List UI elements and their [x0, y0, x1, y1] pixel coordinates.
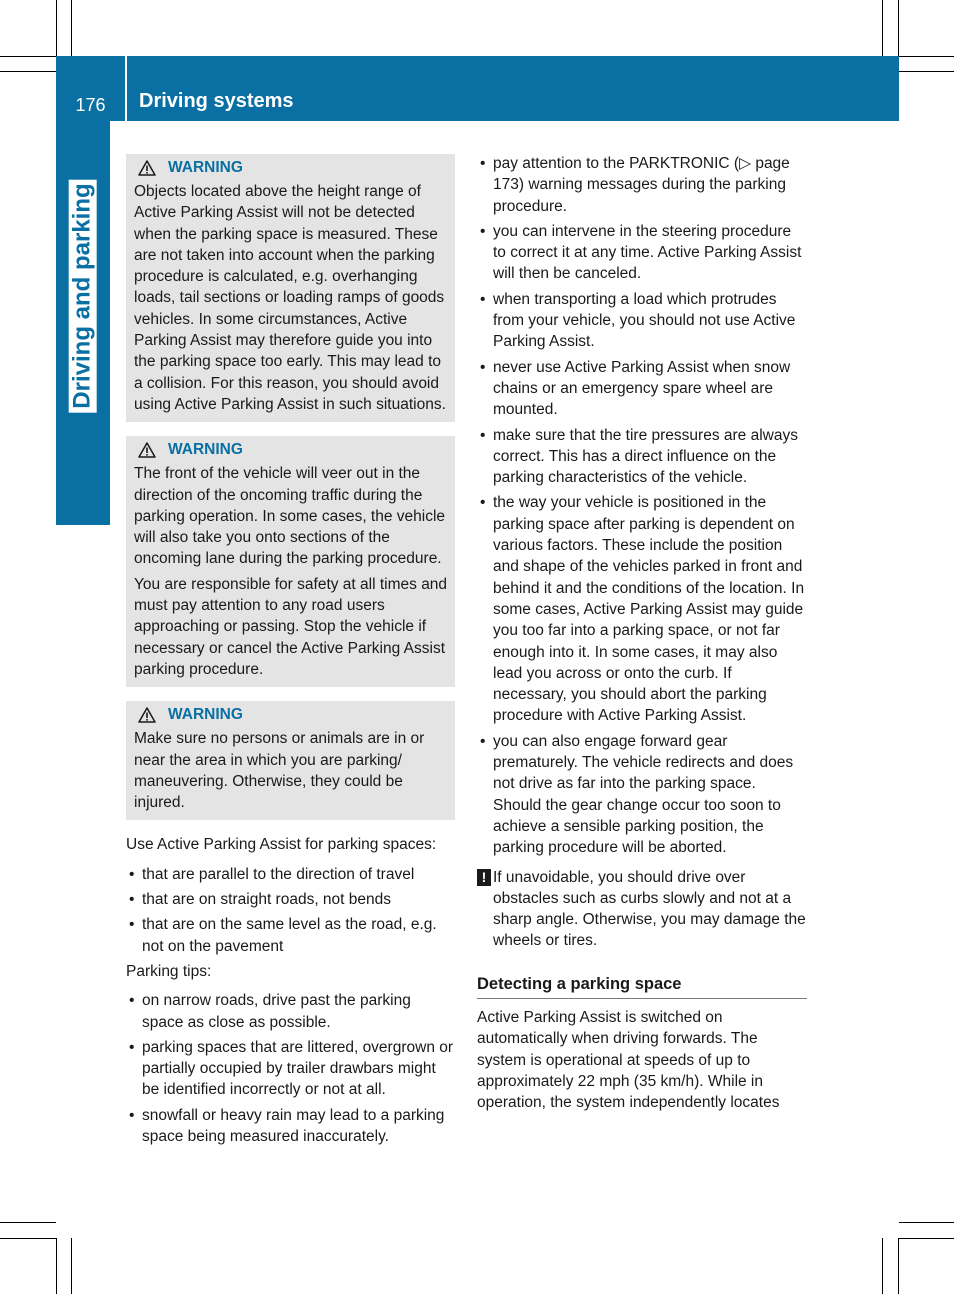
warning-text: Make sure no persons or animals are in or near the area in which you are parking/ maneuvering. Otherwise, they could be injured.: [134, 730, 425, 812]
crop-mark: [71, 1238, 72, 1294]
crop-mark: [898, 1238, 899, 1294]
warning-triangle-icon: [138, 442, 156, 458]
warning-header: [134, 440, 448, 460]
warning-text: Objects located above the height range of Active Parking Assist will not be detected when the parking space is measured. These are not taken into account when the parking procedure is calculated, e.g. overhanging loads, tail sections or loading ramps of goods vehicles. In some circumstances, Active Parking Assist may therefore guide you into the parking space too early. This may lead to a collision. For this reason, you should avoid using Active Parking Assist in such situations.: [134, 183, 446, 413]
warning-triangle-icon: [138, 160, 156, 176]
list-item: • that are parallel to the direction of travel: [126, 864, 455, 885]
exclamation-icon: !: [477, 869, 491, 886]
list-item: • that are on the same level as the road, e.g. not on the pavement: [126, 914, 455, 957]
list-item: • never use Active Parking Assist when snow chains or an emergency spare wheel are mounted.: [477, 357, 807, 421]
warning-text: You are responsible for safety at all times and must pay attention to any road users approaching or passing. Stop the vehicle if necessary or cancel the Active Parking Assist parking procedure.: [134, 575, 448, 678]
note-text: If unavoidable, you should drive over obstacles such as curbs slowly and not at a sharp angle. Otherwise, you may damage the wheels or tires.: [493, 868, 806, 950]
list-item: • you can intervene in the steering procedure to correct it at any time. Active Parking Assist will then be canceled.: [477, 221, 807, 285]
left-column: [126, 154, 455, 1151]
note-block: [477, 867, 807, 952]
crop-mark: [71, 0, 72, 56]
crop-mark: [0, 1238, 56, 1239]
crop-mark: [56, 0, 57, 56]
header-divider: [125, 56, 127, 121]
crop-mark: [899, 1238, 954, 1239]
page-number: 176: [75, 95, 106, 115]
crop-mark: [882, 0, 883, 56]
list-item: • parking spaces that are littered, overgrown or partially occupied by trailer drawbars might be identified incorrectly or not at all.: [126, 1037, 455, 1101]
side-tab-label: Driving and parking: [69, 179, 97, 412]
crop-mark: [0, 71, 56, 72]
warning-box: [126, 154, 455, 422]
warning-label: WARNING: [168, 706, 243, 724]
warning-box: [126, 701, 455, 820]
right-column: [477, 153, 807, 1121]
warning-text: The front of the vehicle will veer out in the direction of the oncoming traffic during the parking operation. In some cases, the vehicle will also take you onto sections of the oncoming lane during the parking procedure.: [134, 465, 446, 568]
list-item: • on narrow roads, drive past the parking space as close as possible.: [126, 990, 455, 1033]
warning-triangle-icon: [138, 707, 156, 723]
list-item: • the way your vehicle is positioned in the parking space after parking is dependent on various factors. These include the position and shape of the vehicles parked in front and behind it and the conditions of the location. In some cases, Active Parking Assist may guide you too far into a parking space, or not far enough into it. In some cases, it may also lead you across or onto the curb. If necessary, you should abort the parking procedure with Active Parking Assist.: [477, 492, 807, 726]
crop-mark: [899, 71, 954, 72]
section-title: Driving systems: [139, 90, 294, 112]
list-item: • when transporting a load which protrudes from your vehicle, you should not use Active Parking Assist.: [477, 289, 807, 353]
body-text: Active Parking Assist is switched on automatically when driving forwards. The system is operational at speeds of up to approximately 22 mph (35 km/h). While in operation, the system independently locates: [477, 1008, 780, 1112]
list-item: • pay attention to the PARKTRONIC (▷ page 173) warning messages during the parking procedure.: [477, 153, 807, 217]
warning-header: [134, 158, 448, 178]
crop-mark: [56, 1238, 57, 1294]
use-intro: Use Active Parking Assist for parking spaces:: [126, 836, 437, 854]
warning-box: [126, 436, 455, 687]
caution-list: [477, 153, 807, 859]
crop-mark: [0, 56, 56, 57]
use-list: [126, 864, 455, 957]
warning-label: WARNING: [168, 441, 243, 459]
tips-list: [126, 990, 455, 1147]
crop-mark: [0, 1222, 56, 1223]
list-item: • snowfall or heavy rain may lead to a parking space being measured inaccurately.: [126, 1105, 455, 1148]
subheading: Detecting a parking space: [477, 974, 807, 999]
crop-mark: [899, 56, 954, 57]
warning-label: WARNING: [168, 159, 243, 176]
list-item: • you can also engage forward gear prematurely. The vehicle redirects and does not drive as far into the parking space. Should the gear change occur too soon to achieve a sensible parking position, the parking procedure will be aborted.: [477, 731, 807, 859]
side-tab-label-wrap: [56, 121, 110, 471]
crop-mark: [882, 1238, 883, 1294]
crop-mark: [899, 1222, 954, 1223]
list-item: • that are on straight roads, not bends: [126, 889, 455, 910]
crop-mark: [898, 0, 899, 56]
list-item: • make sure that the tire pressures are always correct. This has a direct influence on the parking characteristics of the vehicle.: [477, 425, 807, 489]
warning-header: [134, 705, 448, 725]
tips-intro: Parking tips:: [126, 962, 212, 980]
